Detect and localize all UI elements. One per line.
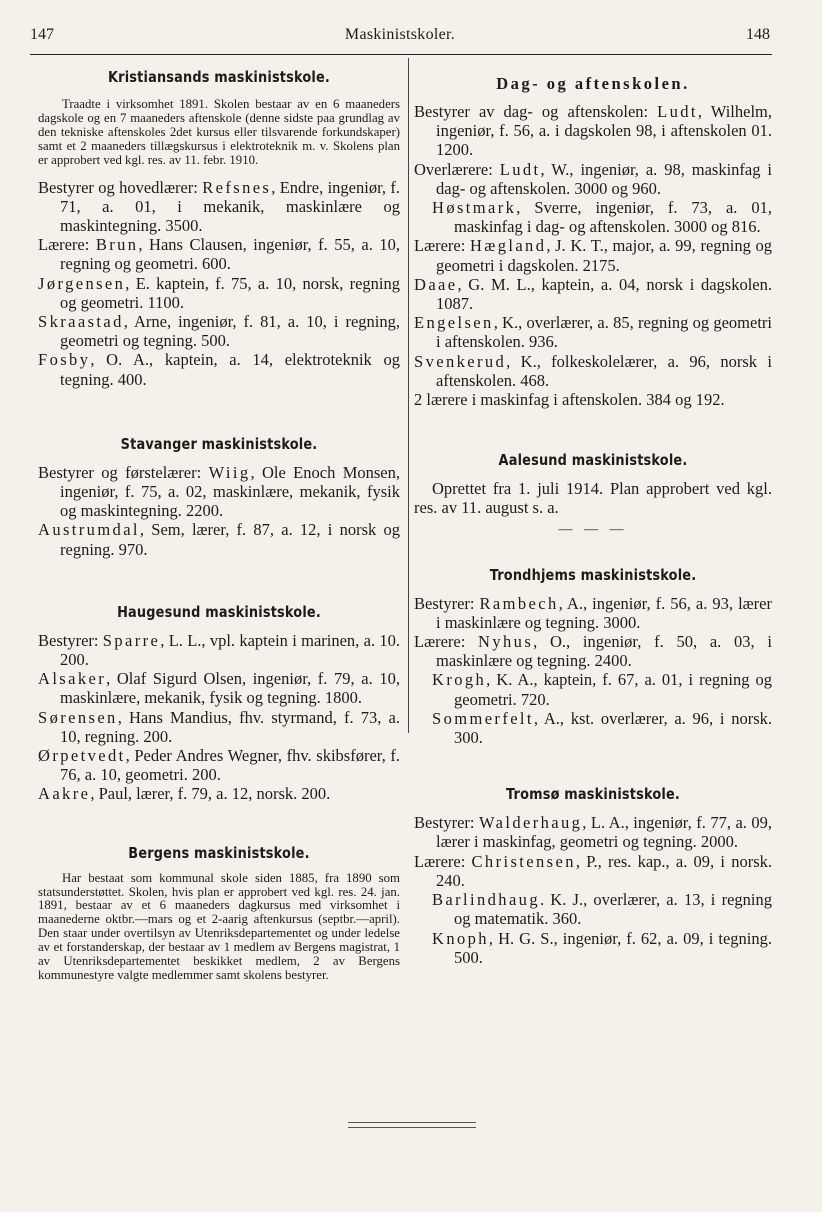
column-divider <box>408 58 409 733</box>
staff-entry: Lærere: Hægland, J. K. T., major, a. 99, regning og geometri i dagskolen. 2175. <box>414 236 772 275</box>
section-dag-aften <box>414 74 772 409</box>
section-title: Trondhjems maskinistskole. <box>489 565 697 584</box>
staff-entry: 2 lærere i maskinfag i aftenskolen. 384 og 192. <box>414 390 725 410</box>
left-column <box>38 64 400 983</box>
section-bergen <box>38 844 400 983</box>
staff-entry: Ørpetvedt, Peder Andres Wegner, fhv. skibsfører, f. 76, a. 10, geometri. 200. <box>38 746 400 785</box>
page-number-left: 147 <box>30 26 54 43</box>
staff-entry: Austrumdal, Sem, lærer, f. 87, a. 12, i norsk og regning. 970. <box>38 520 400 559</box>
right-column <box>414 64 772 967</box>
section-title: Kristiansands maskinistskole. <box>107 68 331 86</box>
staff-entry: Lærere: Nyhus, O., ingeniør, f. 50, a. 03, i maskinlære og tegning. 2400. <box>414 632 772 671</box>
staff-entry: Bestyrer av dag- og aftenskolen: Ludt, Wilhelm, ingeniør, f. 56, a. i dagskolen 98, i aftenskolen 01. 1200. <box>414 102 772 160</box>
section-separator: — — — <box>558 521 628 537</box>
staff-entry: Bestyrer og hovedlærer: Refsnes, Endre, ingeniør, f. 71, a. 01, i mekanik, maskinlære og maskintegning. 3500. <box>38 177 400 235</box>
staff-entry: Høstmark, Sverre, ingeniør, f. 73, a. 01, maskinfag i dag- og aftenskolen. 3000 og 816. <box>432 198 772 237</box>
staff-entry: Sommerfelt, A., kst. overlærer, a. 96, i norsk. 300. <box>432 708 772 748</box>
staff-entry: Bestyrer: Rambech, A., ingeniør, f. 56, a. 93, lærer i maskinlære og tegning. 3000. <box>414 593 772 632</box>
section-title: Bergens maskinistskole. <box>128 843 310 862</box>
section-title: Aalesund maskinistskole. <box>498 451 688 470</box>
section-haugesund <box>38 603 400 804</box>
page-number-right: 148 <box>746 26 770 43</box>
page-header <box>30 26 770 48</box>
staff-entry: Overlærere: Ludt, W., ingeniør, a. 98, maskinfag i dag- og aftenskolen. 3000 og 960. <box>414 159 772 198</box>
section-trondhjem <box>414 566 772 748</box>
bottom-rule <box>348 1127 476 1128</box>
staff-entry: Aakre, Paul, lærer, f. 79, a. 12, norsk. 200. <box>38 784 331 804</box>
staff-entry: Bestyrer: Walderhaug, L. A., ingeniør, f. 77, a. 09, lærer i maskinfag, geometri og tegning. 2000. <box>414 813 772 852</box>
header-rule <box>30 54 772 55</box>
section-stavanger <box>38 435 400 559</box>
running-title: Maskinistskoler. <box>344 26 456 43</box>
staff-entry: Engelsen, K., overlærer, a. 85, regning og geometri i aftenskolen. 936. <box>414 313 772 352</box>
staff-entry: Krogh, K. A., kaptein, f. 67, a. 01, i regning og geometri. 720. <box>432 670 772 709</box>
section-subtitle: Dag- og aftenskolen. <box>496 74 690 93</box>
section-kristiansand <box>38 68 400 389</box>
bottom-rule <box>348 1122 476 1123</box>
staff-entry: Alsaker, Olaf Sigurd Olsen, ingeniør, f. 79, a. 10, maskinlære, mekanik, fysik og tegning. 1800. <box>38 669 400 708</box>
section-tromso <box>414 785 772 967</box>
section-intro: Har bestaat som kommunal skole siden 1885, fra 1890 som statsunderstøttet. Skolen, hvis plan er approbert ved kgl. res. 24. jan. 1891, bestaar av et 6 maaneders dagkursus med virksomhet i maanederne oktbr.—mars og et 2-aarig aftenkursus (septbr.—april). Den staar under overtilsyn av Utenriksdepartementet og under ledelse av et forstanderskap, der bestaar av 1 medlem av Bergens magistrat, 1 av Utenriksdepartementet beskikket medlem, 2 av Bergens kommunestyre valgte medlemmer samt skolens bestyrer. <box>38 870 400 982</box>
staff-entry: Barlindhaug. K. J., overlærer, a. 13, i regning og matematik. 360. <box>432 890 772 929</box>
section-intro: Traadte i virksomhet 1891. Skolen bestaar av en 6 maaneders dagskole og en 7 maaneders aftenskole (denne sidste paa grundlag av den tekniske aftenskoles 2det kursus eller tilsvarende forkundskaper) samt et 2 maaneders tillægskursus i elektroteknik m. v. Skolens plan er approbert ved kgl. res. av 11. febr. 1910. <box>38 97 400 167</box>
section-aalesund <box>414 451 772 537</box>
staff-entry: Knoph, H. G. S., ingeniør, f. 62, a. 09, i tegning. 500. <box>432 928 772 967</box>
staff-entry: Jørgensen, E. kaptein, f. 75, a. 10, norsk, regning og geometri. 1100. <box>38 273 400 312</box>
staff-entry: Lærere: Brun, Hans Clausen, ingeniør, f. 55, a. 10, regning og geometri. 600. <box>38 235 400 274</box>
section-title: Haugesund maskinistskole. <box>117 602 321 621</box>
staff-entry: Fosby, O. A., kaptein, a. 14, elektroteknik og tegning. 400. <box>38 350 400 389</box>
staff-entry: Svenkerud, K., folkeskolelærer, a. 96, norsk i aftenskolen. 468. <box>414 351 772 390</box>
section-intro: Oprettet fra 1. juli 1914. Plan approbert ved kgl. res. av 11. august s. a. <box>414 479 772 518</box>
section-title: Stavanger maskinistskole. <box>120 434 318 453</box>
staff-entry: Skraastad, Arne, ingeniør, f. 81, a. 10, i regning, geometri og tegning. 500. <box>38 311 400 351</box>
staff-entry: Bestyrer og førstelærer: Wiig, Ole Enoch Monsen, ingeniør, f. 75, a. 02, maskinlære, mekanik, fysik og maskintegning. 2200. <box>38 462 400 521</box>
staff-entry: Sørensen, Hans Mandius, fhv. styrmand, f. 73, a. 10, regning. 200. <box>38 707 400 746</box>
staff-entry: Daae, G. M. L., kaptein, a. 04, norsk i dagskolen. 1087. <box>414 274 772 314</box>
staff-entry: Bestyrer: Sparre, L. L., vpl. kaptein i marinen, a. 10. 200. <box>38 630 400 669</box>
section-title: Tromsø maskinistskole. <box>506 785 680 804</box>
staff-entry: Lærere: Christensen, P., res. kap., a. 09, i norsk. 240. <box>414 851 772 890</box>
